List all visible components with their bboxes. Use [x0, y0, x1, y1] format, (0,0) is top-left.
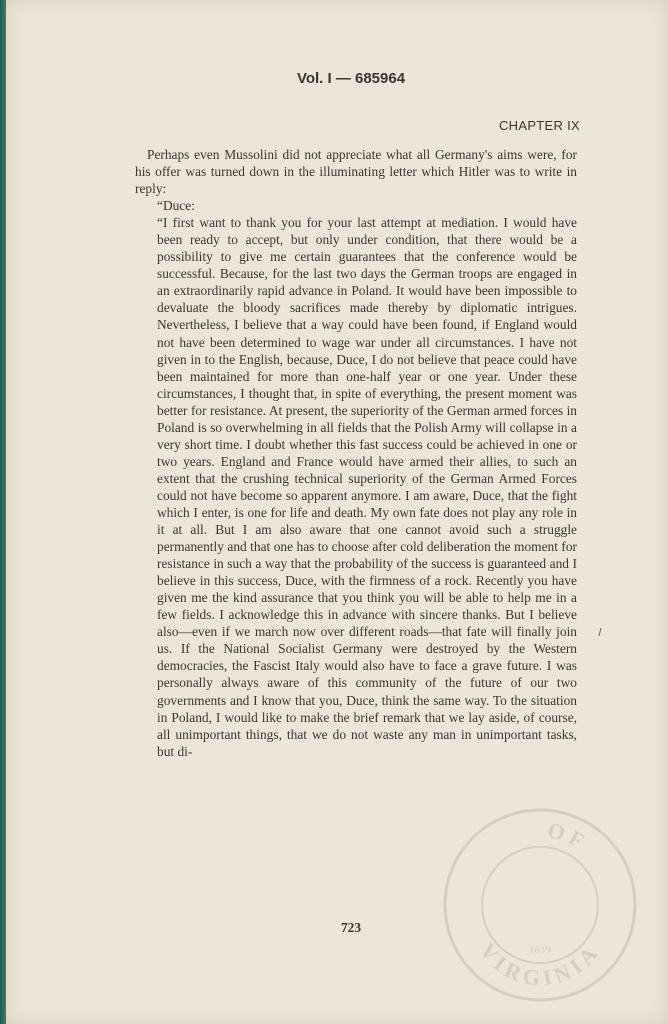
chapter-heading: CHAPTER IX	[498, 118, 580, 133]
university-seal-watermark	[440, 805, 640, 1005]
letter-quote	[135, 197, 577, 760]
stray-pen-mark	[598, 628, 602, 636]
seal-bottom-text: VIRGINIA	[474, 937, 606, 991]
seal-year: 1819	[529, 944, 551, 956]
seal-top-text: OF	[545, 817, 593, 856]
intro-paragraph: Perhaps even Mussolini did not appreciate what all Germany's aims were, for his offer was turned down in the illuminating letter which Hitler was to write in reply:	[135, 147, 577, 197]
volume-header: Vol. I — 685964	[296, 70, 406, 87]
page-number: 723	[340, 920, 362, 935]
letter-salutation: “Duce:	[157, 198, 195, 214]
letter-paragraph: “I first want to thank you for your last attempt at mediation. I would have been ready to accept, but only under condition, that there would be a possibility to give me certain guarantees that the conference would be successful. Because, for the last two days the German troops are engaged in an extraordinarily rapid advance in Poland. It would have been impossible to devaluate the bloody sacrifices made thereby by diplomatic intrigues. Nevertheless, I believe that a way could have been found, if England would not have been determined to wage war under all circumstances. I have not given in to the English, because, Duce, I do not believe that peace could have been maintained for more than one-half year or one year. Under these circumstances, I thought that, in spite of everything, the present moment was better for resistance. At present, the superiority of the German armed forces in Poland is so overwhelming in all fields that the Polish Army will collapse in a very short time. I doubt whether this fast success could be achieved in one or two years. England and France would have armed their allies, to such an extent that the crushing technical superiority of the German Armed Forces could not have become so apparent anymore. I am aware, Duce, that the fight which I enter, is one for life and death. My own fate does not play any role in it at all. But I am also aware that one cannot avoid such a struggle permanently and that one has to choose after cold deliberation the moment for resistance in such a way that the probability of the success is guaranteed and I believe in this success, Duce, with the firmness of a rock. Recently you have given me the kind assurance that you think you will be able to help me in a few fields. I acknowledge this in advance with sincere thanks. But I believe also—even if we march now over different roads—that fate will finally join us. If the National Socialist Germany were destroyed by the Western democracies, the Fascist Italy would also have to face a grave future. I was personally always aware of this community of the future of our two governments and I know that you, Duce, think the same way. To the situation in Poland, I would like to make the brief remark that we lay aside, of course, all unimportant things, that we do not waste any man in unimportant tasks, but di-	[157, 215, 577, 759]
body-text	[135, 146, 577, 760]
